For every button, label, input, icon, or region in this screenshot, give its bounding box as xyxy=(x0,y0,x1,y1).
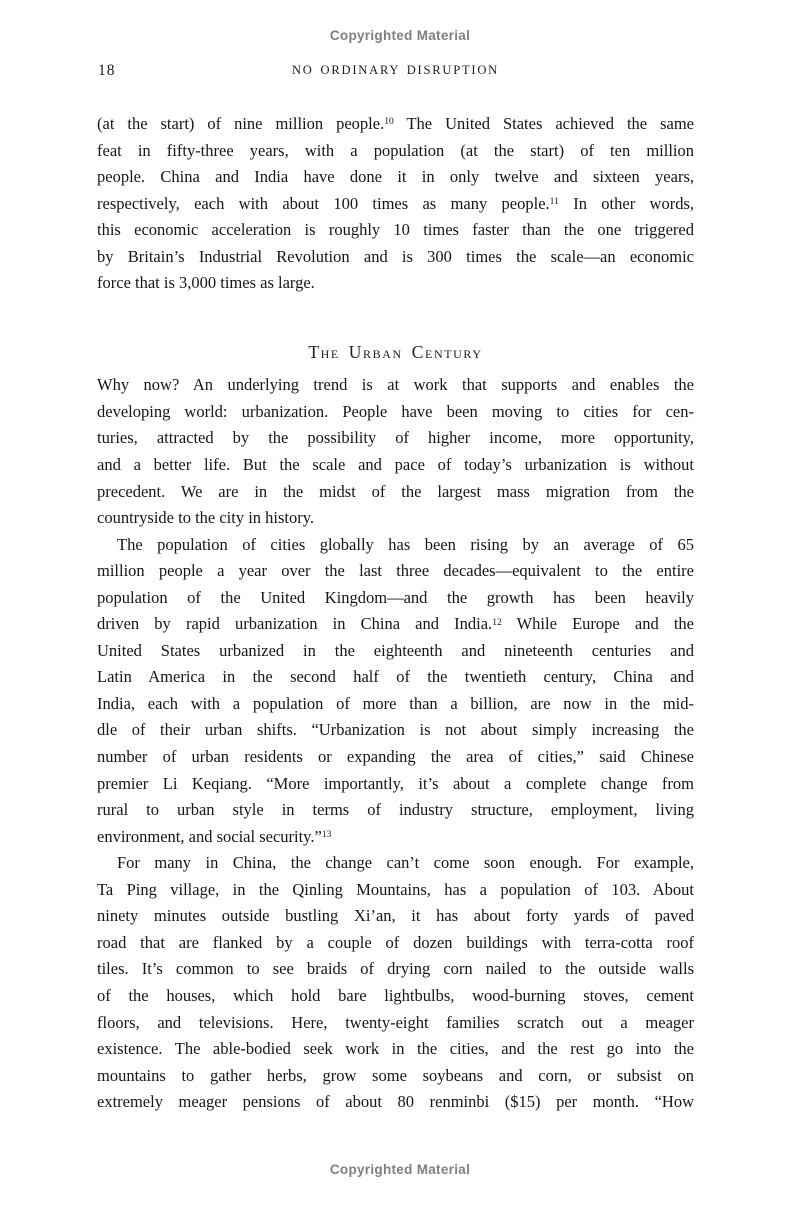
text-line: ninety minutes outside bustling Xi’an, it has about forty yards of paved xyxy=(97,906,694,926)
text-line: countryside to the city in history. xyxy=(97,508,315,528)
text-line: turies, attracted by the possibility of higher income, more opportunity, xyxy=(97,428,694,448)
copyright-notice-top: Copyrighted Material xyxy=(329,28,471,43)
text-line: floors, and televisions. Here, twenty-eight families scratch out a meager xyxy=(97,1012,694,1032)
text-line: dle of their urban shifts. “Urbanization is not about simply increasing the xyxy=(97,720,694,740)
running-head: NO ORDINARY DISRUPTION xyxy=(291,63,500,77)
footnote-marker: 11 xyxy=(549,196,559,208)
text-line: road that are flanked by a couple of dozen buildings with terra-cotta roof xyxy=(97,932,694,952)
text-line: For many in China, the change can’t come soon enough. For example, xyxy=(117,853,694,873)
text-line: precedent. We are in the midst of the largest mass migration from the xyxy=(97,481,694,501)
page-number: 18 xyxy=(98,62,116,79)
section-heading: The Urban Century xyxy=(308,341,483,362)
text-line: existence. The able-bodied seek work in the cities, and the rest go into the xyxy=(97,1039,694,1059)
body-text xyxy=(97,111,694,1116)
copyright-notice-bottom: Copyrighted Material xyxy=(329,1162,471,1177)
paragraph xyxy=(97,850,694,1115)
text-line: driven by rapid urbanization in China and India.$^{12}$ While Europe and the xyxy=(97,614,694,634)
paragraph xyxy=(97,111,694,297)
text-line: premier Li Keqiang. “More importantly, it’s about a complete change from xyxy=(97,773,694,793)
text-line: people. China and India have done it in only twelve and sixteen years, xyxy=(97,167,694,187)
text-line: and a better life. But the scale and pace of today’s urbanization is without xyxy=(97,455,694,475)
text-line: (at the start) of nine million people.$^{10}$ The United States achieved the same xyxy=(97,114,694,133)
text-line: Why now? An underlying trend is at work that supports and enables the xyxy=(97,375,694,395)
text-line: rural to urban style in terms of industry structure, employment, living xyxy=(97,800,694,820)
text-line: feat in fifty-three years, with a population (at the start) of ten million xyxy=(97,140,694,160)
footnote-marker: 10 xyxy=(384,116,394,128)
paragraph xyxy=(97,532,694,851)
text-line: mountains to gather herbs, grow some soybeans and corn, or subsist on xyxy=(97,1065,694,1085)
text-line: The population of cities globally has been rising by an average of 65 xyxy=(117,534,694,554)
text-line: respectively, each with about 100 times as many people.$^{11}$ In other words, xyxy=(97,193,694,213)
text-line: force that is 3,000 times as large. xyxy=(97,273,315,293)
text-line: population of the United Kingdom—and the growth has been heavily xyxy=(97,587,694,607)
text-line: by Britain’s Industrial Revolution and is 300 times the scale—an economic xyxy=(97,246,694,266)
text-line: Ta Ping village, in the Qinling Mountains, has a population of 103. About xyxy=(97,879,694,899)
paragraph xyxy=(97,372,694,531)
footnote-marker: 13 xyxy=(321,829,332,841)
text-line: this economic acceleration is roughly 10 times faster than the one triggered xyxy=(97,220,694,240)
text-line: million people a year over the last three decades—equivalent to the entire xyxy=(97,561,694,581)
text-line: developing world: urbanization. People have been moving to cities for cen- xyxy=(97,401,694,421)
text-line: Latin America in the second half of the twentieth century, China and xyxy=(97,667,694,687)
footnote-marker: 12 xyxy=(492,616,502,628)
page-header xyxy=(97,61,694,83)
text-line: of the houses, which hold bare lightbulbs, wood-burning stoves, cement xyxy=(97,985,694,1005)
text-line: tiles. It’s common to see braids of drying corn nailed to the outside walls xyxy=(97,959,694,979)
text-line: extremely meager pensions of about 80 renminbi ($15) per month. “How xyxy=(97,1092,694,1112)
text-line: environment, and social security.”$^{13}$ xyxy=(97,826,332,846)
text-line: India, each with a population of more than a billion, are now in the mid- xyxy=(97,693,694,713)
text-line: United States urbanized in the eighteenth and nineteenth centuries and xyxy=(97,640,694,660)
text-line: number of urban residents or expanding the area of cities,” said Chinese xyxy=(97,747,694,767)
